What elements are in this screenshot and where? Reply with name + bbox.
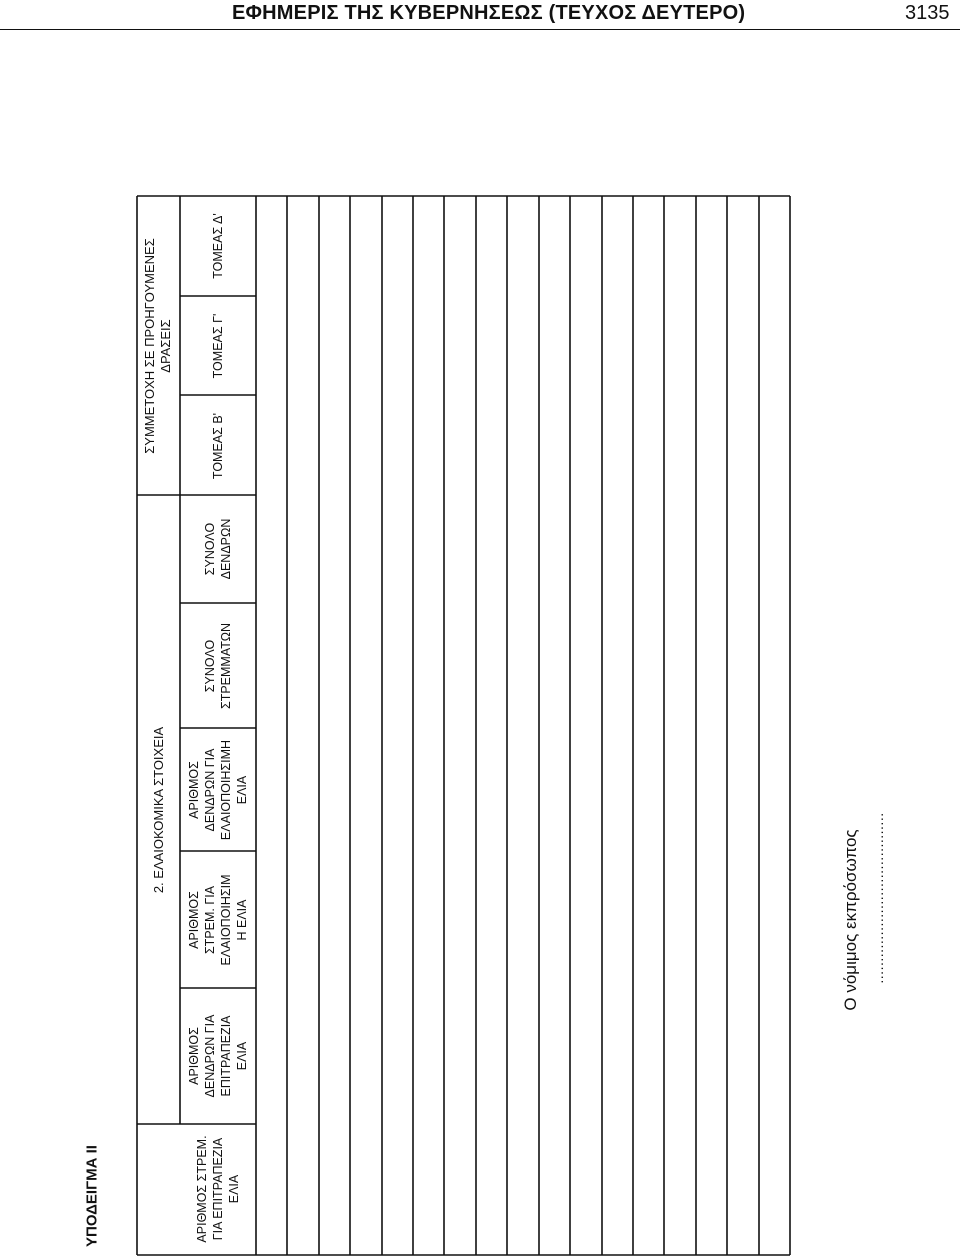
- col-header-1-line3: ΕΛΙΑ: [227, 1174, 241, 1204]
- col-header-4: [186, 740, 250, 840]
- col-header-2-line2: ΔΕΝΔΡΩΝ ΓΙΑ: [203, 1014, 217, 1098]
- col-header-4-line1: ΑΡΙΘΜΟΣ: [187, 761, 201, 819]
- col-header-7-line1: ΤΟΜΕΑΣ Β': [211, 412, 225, 480]
- col-header-2-line3: ΕΠΙΤΡΑΠΕΖΙΑ: [219, 1015, 233, 1097]
- col-header-4-line2: ΔΕΝΔΡΩΝ ΓΙΑ: [203, 748, 217, 832]
- col-header-2: [186, 1015, 250, 1098]
- col-header-4-line4: ΕΛΙΑ: [235, 775, 249, 805]
- col-header-1-line1: ΑΡΙΘΜΟΣ ΣΤΡΕΜ.: [195, 1135, 209, 1243]
- page-number: 3135: [905, 2, 950, 24]
- col-header-3: [186, 874, 250, 965]
- col-header-8-line1: ΤΟΜΕΑΣ Γ': [211, 313, 225, 379]
- col-header-9-line1: ΤΟΜΕΑΣ Δ': [211, 213, 225, 279]
- col-header-3-line2: ΣΤΡΕΜ. ΓΙΑ: [203, 885, 217, 955]
- col-header-9: [210, 213, 226, 278]
- col-header-7: [210, 413, 226, 479]
- col-header-1-line2: ΓΙΑ ΕΠΙΤΡΑΠΕΖΙΑ: [211, 1137, 225, 1241]
- group-header-participation-line2: ΔΡΑΣΕΙΣ: [158, 319, 173, 373]
- col-header-6-line1: ΣΥΝΟΛΟ: [203, 522, 217, 576]
- col-header-6-line2: ΔΕΝΔΡΩΝ: [219, 518, 233, 580]
- col-header-3-line3: ΕΛΑΙΟΠΟΙΗΣΙΜ: [219, 874, 233, 966]
- col-header-6: [202, 519, 234, 580]
- col-header-2-line4: ΕΛΙΑ: [235, 1041, 249, 1071]
- col-header-5: [202, 623, 234, 709]
- group-header-olive: 2. ΕΛΑΙΟΚΟΜΙΚΑ ΣΤΟΙΧΕΙΑ: [151, 726, 166, 894]
- col-header-5-line2: ΣΤΡΕΜΜΑΤΩΝ: [219, 622, 233, 710]
- col-header-1: [194, 1135, 242, 1242]
- group-header-participation-line1: ΣΥΜΜΕΤΟΧΗ ΣΕ ΠΡΟΗΓΟΥΜΕΝΕΣ: [142, 238, 157, 454]
- col-header-3-line4: Η ΕΛΙΑ: [235, 899, 249, 941]
- col-header-3-line1: ΑΡΙΘΜΟΣ: [187, 891, 201, 949]
- blank-row-lines: [287, 196, 759, 1255]
- col-header-4-line3: ΕΛΑΙΟΠΟΙΗΣΙΜΗ: [219, 739, 233, 841]
- legal-representative-label: Ο νόμιμος εκπρόσωπος: [841, 829, 860, 1011]
- group-header-participation: [142, 238, 174, 454]
- signature-line: .......................................: [870, 812, 886, 984]
- gazette-title: ΕΦΗΜΕΡΙΣ ΤΗΣ ΚΥΒΕΡΝΗΣΕΩΣ (ΤΕΥΧΟΣ ΔΕΥΤΕΡΟ): [232, 2, 746, 24]
- col-header-5-line1: ΣΥΝΟΛΟ: [203, 639, 217, 693]
- col-header-2-line1: ΑΡΙΘΜΟΣ: [187, 1027, 201, 1085]
- annex-label: ΥΠΟΔΕΙΓΜΑ ΙΙ: [83, 1145, 101, 1247]
- col-header-8: [210, 314, 226, 379]
